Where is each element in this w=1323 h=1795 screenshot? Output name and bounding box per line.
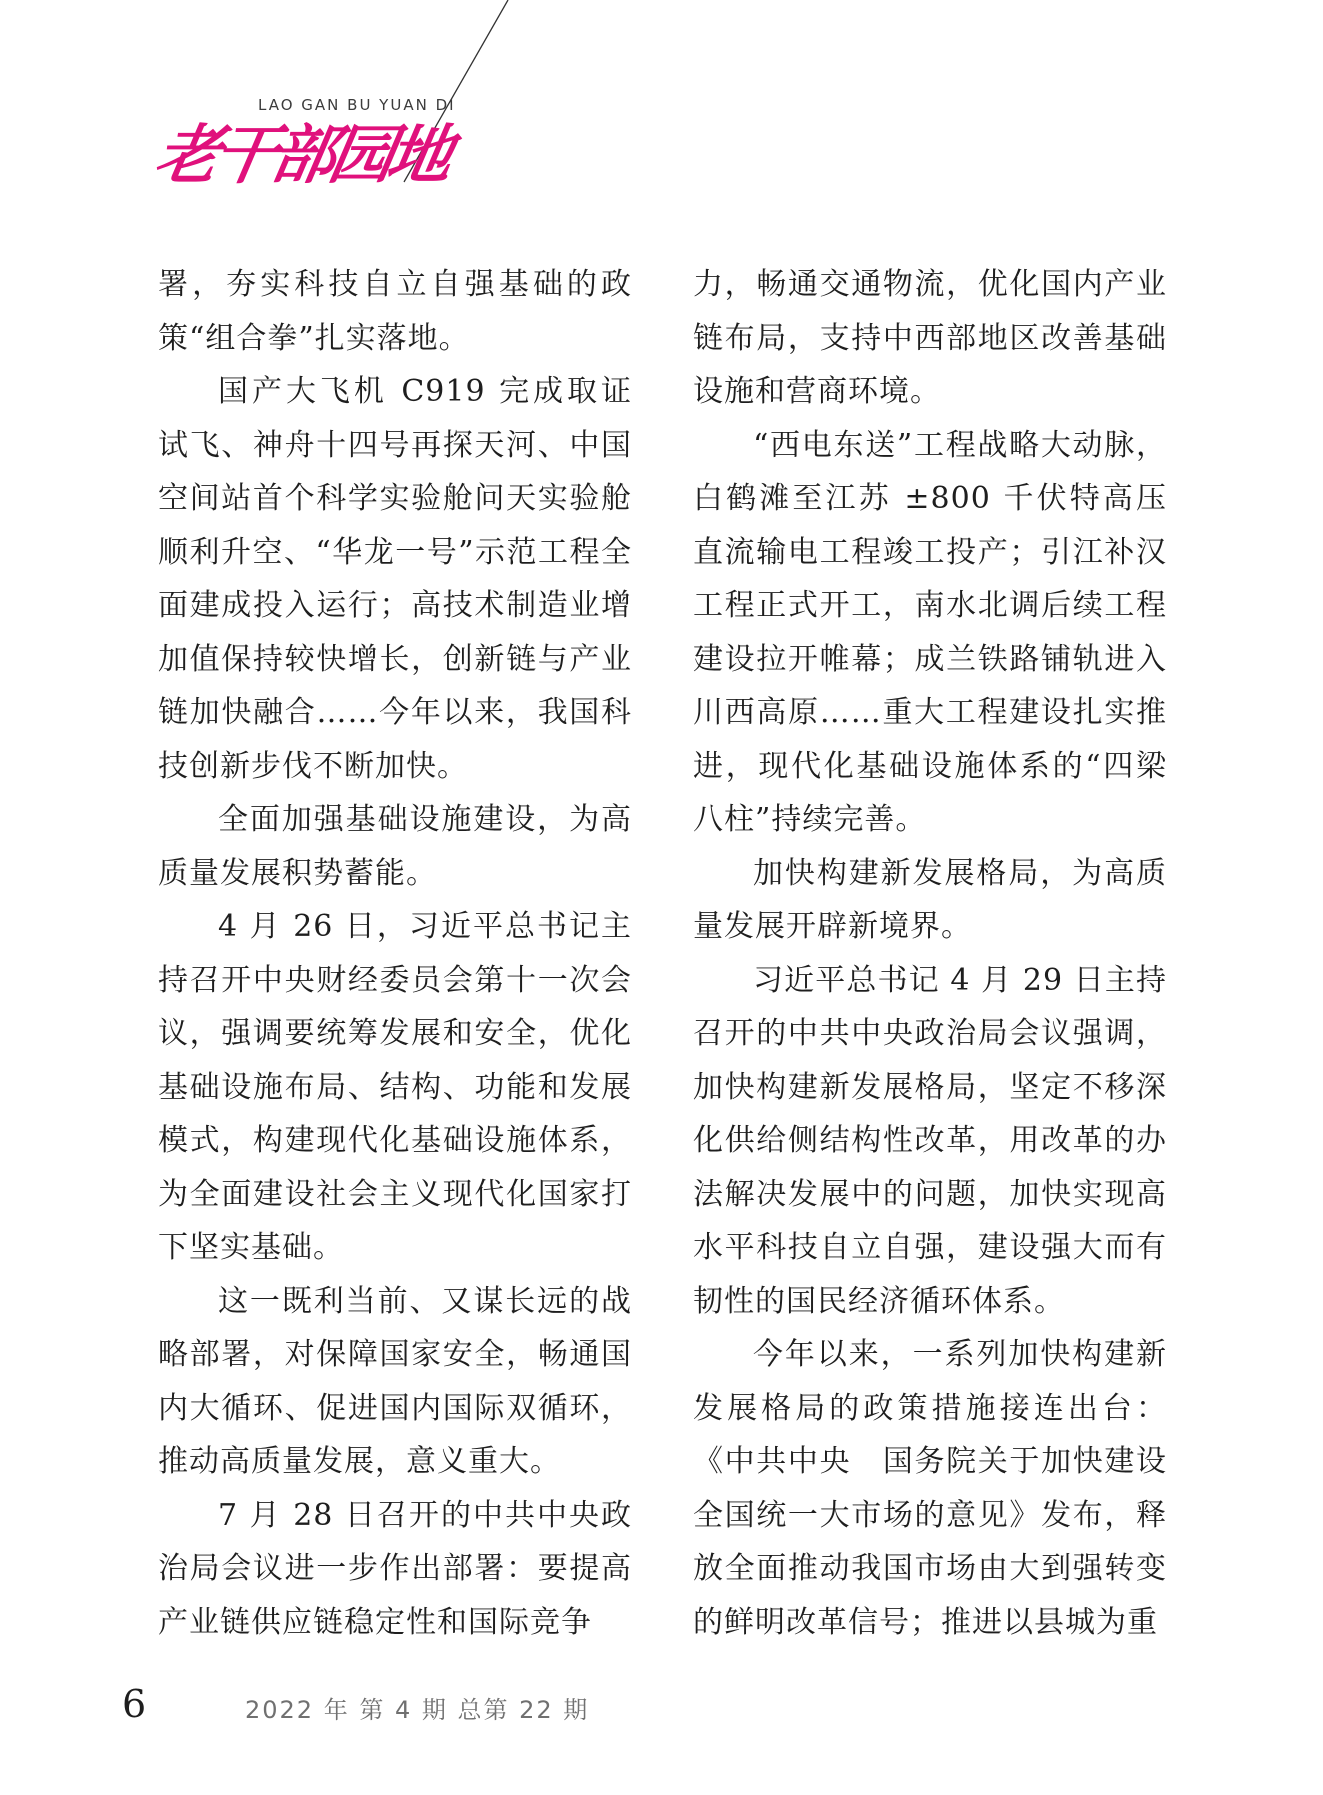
paragraph: 这一既利当前、又谋长远的战略部署，对保障国家安全，畅通国内大循环、促进国内国际双循环，推动高质量发展，意义重大。 bbox=[158, 1283, 632, 1479]
column-logo: 老干部园地 bbox=[149, 118, 453, 193]
paragraph: 今年以来，一系列加快构建新发展格局的政策措施接连出台：《中共中央 国务院关于加快建设全国统一大市场的意见》发布，释放全面推动我国市场由大到强转变的鲜明改革信号；推进以县城为重 bbox=[693, 1337, 1167, 1640]
paragraph: “西电东送”工程战略大动脉，白鹤滩至江苏 ±800 千伏特高压直流输电工程竣工投产；引江补汉工程正式开工，南水北调后续工程建设拉开帷幕；成兰铁路铺轨进入川西高原……重大工程建设扎实推进，现代化基础设施体系的“四梁八柱”持续完善。 bbox=[693, 427, 1167, 837]
paragraph: 习近平总书记 4 月 29 日主持召开的中共中央政治局会议强调，加快构建新发展格局，坚定不移深化供给侧结构性改革，用改革的办法解决发展中的问题，加快实现高水平科技自立自强，建设强大而有韧性的国民经济循环体系。 bbox=[693, 962, 1167, 1319]
paragraph: 全面加强基础设施建设，为高质量发展积势蓄能。 bbox=[158, 802, 632, 891]
page-header bbox=[0, 0, 1323, 200]
paragraph: 加快构建新发展格局，为高质量发展开辟新境界。 bbox=[693, 855, 1167, 944]
page-number: 6 bbox=[122, 1682, 147, 1726]
paragraph: 7 月 28 日召开的中共中央政治局会议进一步作出部署：要提高产业链供应链稳定性和国际竞争 bbox=[158, 1497, 632, 1640]
text-column-right bbox=[693, 258, 1167, 1649]
paragraph: 力，畅通交通物流，优化国内产业链布局，支持中西部地区改善基础设施和营商环境。 bbox=[693, 267, 1167, 409]
paragraph: 4 月 26 日，习近平总书记主持召开中央财经委员会第十一次会议，强调要统筹发展和安全，优化基础设施布局、结构、功能和发展模式，构建现代化基础设施体系，为全面建设社会主义现代化国家打下坚实基础。 bbox=[158, 909, 632, 1265]
paragraph: 国产大飞机 C919 完成取证试飞、神舟十四号再探天河、中国空间站首个科学实验舱问天实验舱顺利升空、“华龙一号”示范工程全面建成投入运行；高技术制造业增加值保持较快增长，创新链与产业链加快融合……今年以来，我国科技创新步伐不断加快。 bbox=[158, 374, 632, 784]
issue-info: 2022 年 第 4 期 总第 22 期 bbox=[245, 1696, 590, 1724]
text-column-left bbox=[158, 258, 632, 1649]
column-pinyin-title: LAO GAN BU YUAN DI bbox=[258, 96, 456, 114]
paragraph: 署，夯实科技自立自强基础的政策“组合拳”扎实落地。 bbox=[158, 267, 632, 356]
